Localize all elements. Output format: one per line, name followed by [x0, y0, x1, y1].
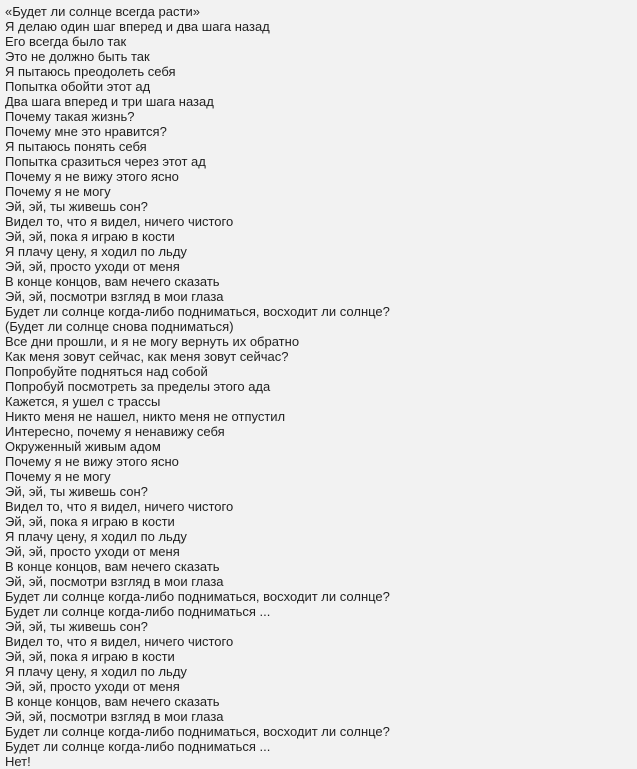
lyric-line: Я пытаюсь преодолеть себя	[5, 64, 176, 79]
lyric-line: Почему мне это нравится?	[5, 124, 167, 139]
lyric-line: Эй, эй, просто уходи от меня	[5, 679, 180, 694]
lyric-line: Попробуйте подняться над собой	[5, 364, 208, 379]
lyric-line: Эй, эй, ты живешь сон?	[5, 619, 148, 634]
lyric-line: Почему я не вижу этого ясно	[5, 169, 179, 184]
lyric-line: Я пытаюсь понять себя	[5, 139, 147, 154]
lyric-line: Будет ли солнце когда-либо подниматься ...	[5, 739, 271, 754]
lyric-line: Видел то, что я видел, ничего чистого	[5, 499, 234, 514]
lyric-line: Эй, эй, пока я играю в кости	[5, 514, 175, 529]
lyric-line: Эй, эй, просто уходи от меня	[5, 544, 180, 559]
lyric-line: Все дни прошли, и я не могу вернуть их обратно	[5, 334, 300, 349]
lyric-line: Его всегда было так	[5, 34, 127, 49]
lyric-line: Я делаю один шаг вперед и два шага назад	[5, 19, 270, 34]
lyric-line: В конце концов, вам нечего сказать	[5, 274, 220, 289]
lyrics-text-block	[5, 4, 637, 769]
lyric-line: Я плачу цену, я ходил по льду	[5, 529, 187, 544]
lyric-line: Я плачу цену, я ходил по льду	[5, 244, 187, 259]
lyric-line: Почему такая жизнь?	[5, 109, 135, 124]
lyric-line: Никто меня не нашел, никто меня не отпустил	[5, 409, 286, 424]
lyric-line: Почему я не могу	[5, 469, 111, 484]
lyric-line: Эй, эй, просто уходи от меня	[5, 259, 180, 274]
lyric-line: Эй, эй, ты живешь сон?	[5, 484, 148, 499]
lyric-line: Будет ли солнце когда-либо подниматься, восходит ли солнце?	[5, 724, 390, 739]
lyric-line: «Будет ли солнце всегда расти»	[5, 4, 200, 19]
lyric-line: Эй, эй, пока я играю в кости	[5, 229, 175, 244]
lyric-line: Почему я не могу	[5, 184, 111, 199]
lyric-line: Кажется, я ушел с трассы	[5, 394, 161, 409]
lyric-line: Это не должно быть так	[5, 49, 150, 64]
lyric-line: Эй, эй, посмотри взгляд в мои глаза	[5, 574, 224, 589]
lyric-line: Видел то, что я видел, ничего чистого	[5, 214, 234, 229]
lyric-line: Интересно, почему я ненавижу себя	[5, 424, 225, 439]
lyric-line: Как меня зовут сейчас, как меня зовут сейчас?	[5, 349, 289, 364]
lyric-line: В конце концов, вам нечего сказать	[5, 694, 220, 709]
lyric-line: Будет ли солнце когда-либо подниматься, восходит ли солнце?	[5, 589, 390, 604]
lyric-line: Эй, эй, ты живешь сон?	[5, 199, 148, 214]
lyric-line: (Будет ли солнце снова подниматься)	[5, 319, 234, 334]
lyric-line: Видел то, что я видел, ничего чистого	[5, 634, 234, 649]
lyric-line: Будет ли солнце когда-либо подниматься, восходит ли солнце?	[5, 304, 390, 319]
lyric-line: Нет!	[5, 754, 31, 769]
lyric-line: Попытка обойти этот ад	[5, 79, 151, 94]
lyric-line: Попробуй посмотреть за пределы этого ада	[5, 379, 271, 394]
lyric-line: Эй, эй, посмотри взгляд в мои глаза	[5, 709, 224, 724]
lyric-line: Будет ли солнце когда-либо подниматься ...	[5, 604, 271, 619]
lyric-line: Эй, эй, посмотри взгляд в мои глаза	[5, 289, 224, 304]
lyric-line: В конце концов, вам нечего сказать	[5, 559, 220, 574]
lyric-line: Попытка сразиться через этот ад	[5, 154, 206, 169]
lyric-line: Два шага вперед и три шага назад	[5, 94, 214, 109]
lyric-line: Я плачу цену, я ходил по льду	[5, 664, 187, 679]
lyric-line: Эй, эй, пока я играю в кости	[5, 649, 175, 664]
lyric-line: Почему я не вижу этого ясно	[5, 454, 179, 469]
lyric-line: Окруженный живым адом	[5, 439, 161, 454]
